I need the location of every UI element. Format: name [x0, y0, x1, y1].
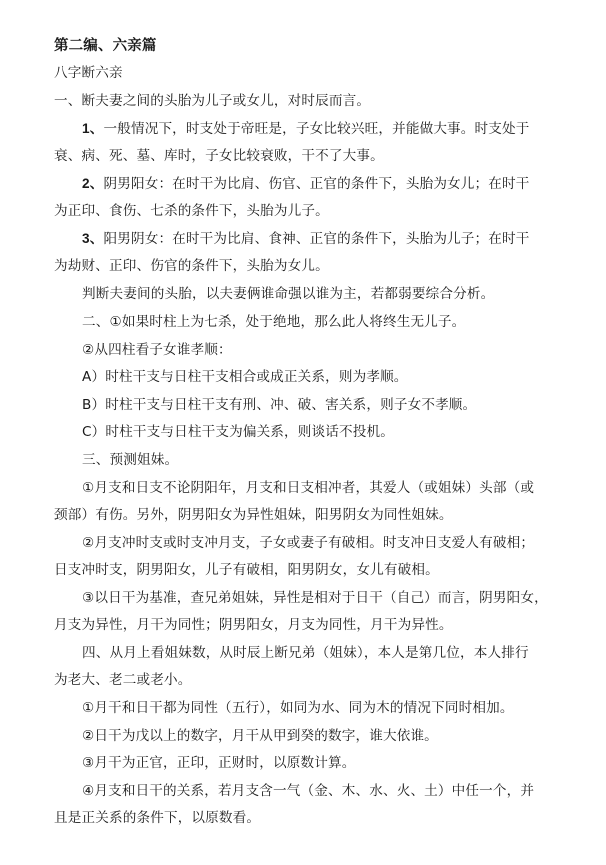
section2-heading: 二、①如果时柱上为七杀，处于绝地，那么此人将终生无儿子。 — [82, 314, 466, 330]
section1-item1-line2: 衰、病、死、墓、库时，子女比较衰败，干不了大事。 — [54, 148, 384, 164]
section2-item-a: A）时柱干支与日柱干支相合或成正关系，则为孝顺。 — [82, 369, 408, 385]
section3-p1-line1: ①月支和日支不论阴阳年，月支和日支相冲者，其爱人（或姐妹）头部（或 — [82, 480, 535, 496]
document-subtitle: 八字断六亲 — [54, 65, 123, 81]
item1-label: 1、 — [82, 121, 104, 136]
section3-p3-line2: 月支为异性，月干为同性；阴男阳女，月支为同性，月干为异性。 — [54, 617, 453, 633]
section1-item2-line1 — [82, 175, 530, 193]
section1-item3-line1 — [82, 230, 530, 248]
section2-item-b: B）时柱干支与日柱干支有刑、冲、破、害关系，则子女不孝顺。 — [82, 397, 477, 413]
section3-heading: 三、预测姐妹。 — [82, 452, 179, 468]
section1-item2-line2: 为正印、食伤、七杀的条件下，头胎为儿子。 — [54, 203, 329, 219]
section3-p2-line2: 日支冲时支，阴男阳女，儿子有破相，阳男阴女，女儿有破相。 — [54, 562, 439, 578]
item1-text: 一般情况下，时支处于帝旺是，子女比较兴旺，并能做大事。时支处于 — [103, 121, 530, 137]
item2-text: 阴男阳女：在时干为比肩、伤官、正官的条件下，头胎为女儿；在时干 — [103, 176, 530, 192]
item3-label: 3、 — [82, 231, 104, 246]
section4-p2: ②日干为戊以上的数字，月干从甲到癸的数字，谁大依谁。 — [82, 728, 438, 744]
item3-text: 阳男阴女：在时干为比肩、食神、正官的条件下，头胎为儿子；在时干 — [103, 231, 530, 247]
section4-heading-line2: 为老大、老二或老小。 — [54, 672, 192, 688]
section4-p3: ③月干为正官，正印，正财时，以原数计算。 — [82, 755, 356, 771]
section2-sub: ②从四柱看子女谁孝顺： — [82, 342, 232, 358]
section1-heading: 一、断夫妻之间的头胎为儿子或女儿，对时辰而言。 — [54, 93, 371, 109]
section4-p4-line1: ④月支和日干的关系，若月支含一气（金、木、水、火、土）中任一个，并 — [82, 783, 535, 799]
section2-item-c: C）时柱干支与日柱干支为偏关系，则谈话不投机。 — [82, 424, 395, 440]
section1-item3-line2: 为劫财、正印、伤官的条件下，头胎为女儿。 — [54, 258, 329, 274]
section4-p1: ①月干和日干都为同性（五行），如同为水、同为木的情况下同时相加。 — [82, 700, 514, 716]
document-title: 第二编、六亲篇 — [54, 38, 157, 54]
section3-p2-line1: ②月支冲时支或时支冲月支，子女或妻子有破相。时支冲日支爱人有破相； — [82, 535, 535, 551]
section4-heading-line1: 四、从月上看姐妹数，从时辰上断兄弟（姐妹），本人是第几位，本人排行 — [82, 645, 529, 661]
section3-p3-line1: ③以日干为基准，查兄弟姐妹，异性是相对于日干（自己）而言，阴男阳女， — [82, 590, 548, 606]
section4-p4-line2: 且是正关系的条件下，以原数看。 — [54, 810, 261, 826]
item2-label: 2、 — [82, 176, 104, 191]
section1-summary: 判断夫妻间的头胎，以夫妻俩谁命强以谁为主，若都弱要综合分析。 — [82, 286, 495, 302]
section1-item1-line1 — [82, 120, 530, 138]
section3-p1-line2: 颈部）有伤。另外，阴男阳女为异性姐妹，阳男阴女为同性姐妹。 — [54, 507, 453, 523]
